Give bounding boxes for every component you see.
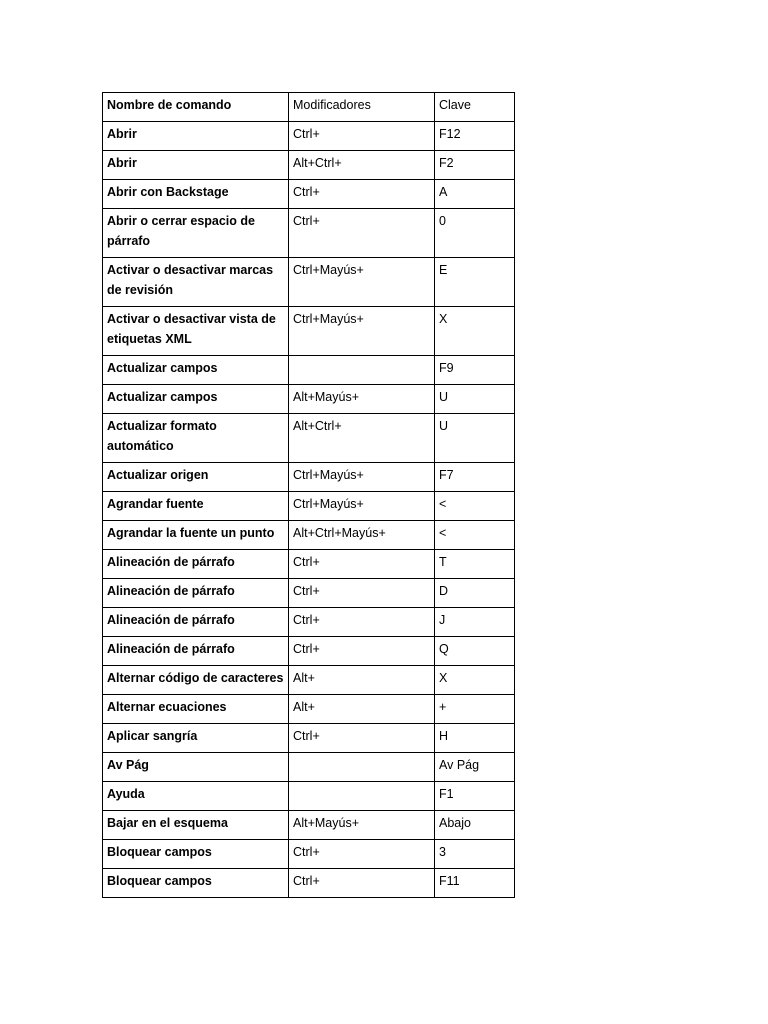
header-key: Clave xyxy=(435,93,515,122)
cell-command-name: Bajar en el esquema xyxy=(103,811,289,840)
cell-command-name: Agrandar la fuente un punto xyxy=(103,521,289,550)
cell-modifiers: Alt+ xyxy=(289,666,435,695)
cell-command-name: Agrandar fuente xyxy=(103,492,289,521)
shortcuts-table xyxy=(102,92,515,898)
cell-command-name: Actualizar campos xyxy=(103,356,289,385)
table-row xyxy=(103,782,515,811)
cell-key: J xyxy=(435,608,515,637)
cell-modifiers: Ctrl+ xyxy=(289,579,435,608)
cell-command-name: Aplicar sangría xyxy=(103,724,289,753)
cell-modifiers: Ctrl+ xyxy=(289,869,435,898)
cell-key: Abajo xyxy=(435,811,515,840)
cell-modifiers: Ctrl+ xyxy=(289,637,435,666)
cell-command-name: Ayuda xyxy=(103,782,289,811)
cell-command-name: Activar o desactivar vista de etiquetas XML xyxy=(103,307,289,356)
cell-command-name: Bloquear campos xyxy=(103,869,289,898)
cell-modifiers xyxy=(289,782,435,811)
table-row xyxy=(103,122,515,151)
cell-modifiers: Alt+Ctrl+Mayús+ xyxy=(289,521,435,550)
cell-modifiers: Ctrl+ xyxy=(289,180,435,209)
cell-command-name: Alternar ecuaciones xyxy=(103,695,289,724)
table-row xyxy=(103,385,515,414)
cell-command-name: Actualizar campos xyxy=(103,385,289,414)
cell-modifiers: Alt+Mayús+ xyxy=(289,811,435,840)
table-row xyxy=(103,608,515,637)
cell-command-name: Abrir xyxy=(103,151,289,180)
table-row xyxy=(103,307,515,356)
cell-key: 0 xyxy=(435,209,515,258)
cell-key: F7 xyxy=(435,463,515,492)
cell-key: D xyxy=(435,579,515,608)
table-row xyxy=(103,579,515,608)
cell-modifiers: Alt+Mayús+ xyxy=(289,385,435,414)
cell-key: F12 xyxy=(435,122,515,151)
cell-command-name: Abrir o cerrar espacio de párrafo xyxy=(103,209,289,258)
cell-key: + xyxy=(435,695,515,724)
header-modifiers: Modificadores xyxy=(289,93,435,122)
cell-modifiers xyxy=(289,356,435,385)
cell-key: F1 xyxy=(435,782,515,811)
table-header-row xyxy=(103,93,515,122)
table-row xyxy=(103,463,515,492)
cell-modifiers: Ctrl+ xyxy=(289,209,435,258)
cell-modifiers: Ctrl+Mayús+ xyxy=(289,258,435,307)
table-row xyxy=(103,637,515,666)
table-row xyxy=(103,151,515,180)
cell-key: < xyxy=(435,521,515,550)
cell-modifiers: Alt+ xyxy=(289,695,435,724)
cell-key: < xyxy=(435,492,515,521)
cell-key: Av Pág xyxy=(435,753,515,782)
cell-modifiers: Ctrl+ xyxy=(289,840,435,869)
cell-command-name: Alineación de párrafo xyxy=(103,608,289,637)
cell-command-name: Alineación de párrafo xyxy=(103,579,289,608)
cell-modifiers: Ctrl+ xyxy=(289,608,435,637)
cell-modifiers xyxy=(289,753,435,782)
cell-key: Q xyxy=(435,637,515,666)
cell-modifiers: Ctrl+ xyxy=(289,550,435,579)
cell-command-name: Actualizar origen xyxy=(103,463,289,492)
cell-modifiers: Ctrl+ xyxy=(289,122,435,151)
cell-command-name: Bloquear campos xyxy=(103,840,289,869)
cell-command-name: Activar o desactivar marcas de revisión xyxy=(103,258,289,307)
cell-command-name: Av Pág xyxy=(103,753,289,782)
table-row xyxy=(103,550,515,579)
table-row xyxy=(103,695,515,724)
table-row xyxy=(103,666,515,695)
cell-command-name: Abrir con Backstage xyxy=(103,180,289,209)
cell-modifiers: Ctrl+ xyxy=(289,724,435,753)
cell-key: U xyxy=(435,414,515,463)
cell-modifiers: Ctrl+Mayús+ xyxy=(289,463,435,492)
table-row xyxy=(103,180,515,209)
cell-modifiers: Ctrl+Mayús+ xyxy=(289,307,435,356)
cell-key: U xyxy=(435,385,515,414)
table-row xyxy=(103,414,515,463)
table-row xyxy=(103,521,515,550)
table-row xyxy=(103,209,515,258)
table-row xyxy=(103,724,515,753)
cell-key: T xyxy=(435,550,515,579)
cell-key: H xyxy=(435,724,515,753)
cell-key: 3 xyxy=(435,840,515,869)
table-row xyxy=(103,840,515,869)
table-row xyxy=(103,492,515,521)
table-row xyxy=(103,869,515,898)
cell-command-name: Alineación de párrafo xyxy=(103,550,289,579)
cell-key: F11 xyxy=(435,869,515,898)
cell-modifiers: Alt+Ctrl+ xyxy=(289,151,435,180)
cell-modifiers: Alt+Ctrl+ xyxy=(289,414,435,463)
cell-command-name: Alternar código de caracteres xyxy=(103,666,289,695)
cell-command-name: Abrir xyxy=(103,122,289,151)
cell-command-name: Actualizar formato automático xyxy=(103,414,289,463)
cell-key: F2 xyxy=(435,151,515,180)
cell-key: A xyxy=(435,180,515,209)
table-row xyxy=(103,258,515,307)
table-row xyxy=(103,811,515,840)
cell-key: X xyxy=(435,307,515,356)
header-command-name: Nombre de comando xyxy=(103,93,289,122)
cell-key: E xyxy=(435,258,515,307)
cell-command-name: Alineación de párrafo xyxy=(103,637,289,666)
cell-modifiers: Ctrl+Mayús+ xyxy=(289,492,435,521)
cell-key: F9 xyxy=(435,356,515,385)
cell-key: X xyxy=(435,666,515,695)
table-row xyxy=(103,356,515,385)
table-row xyxy=(103,753,515,782)
